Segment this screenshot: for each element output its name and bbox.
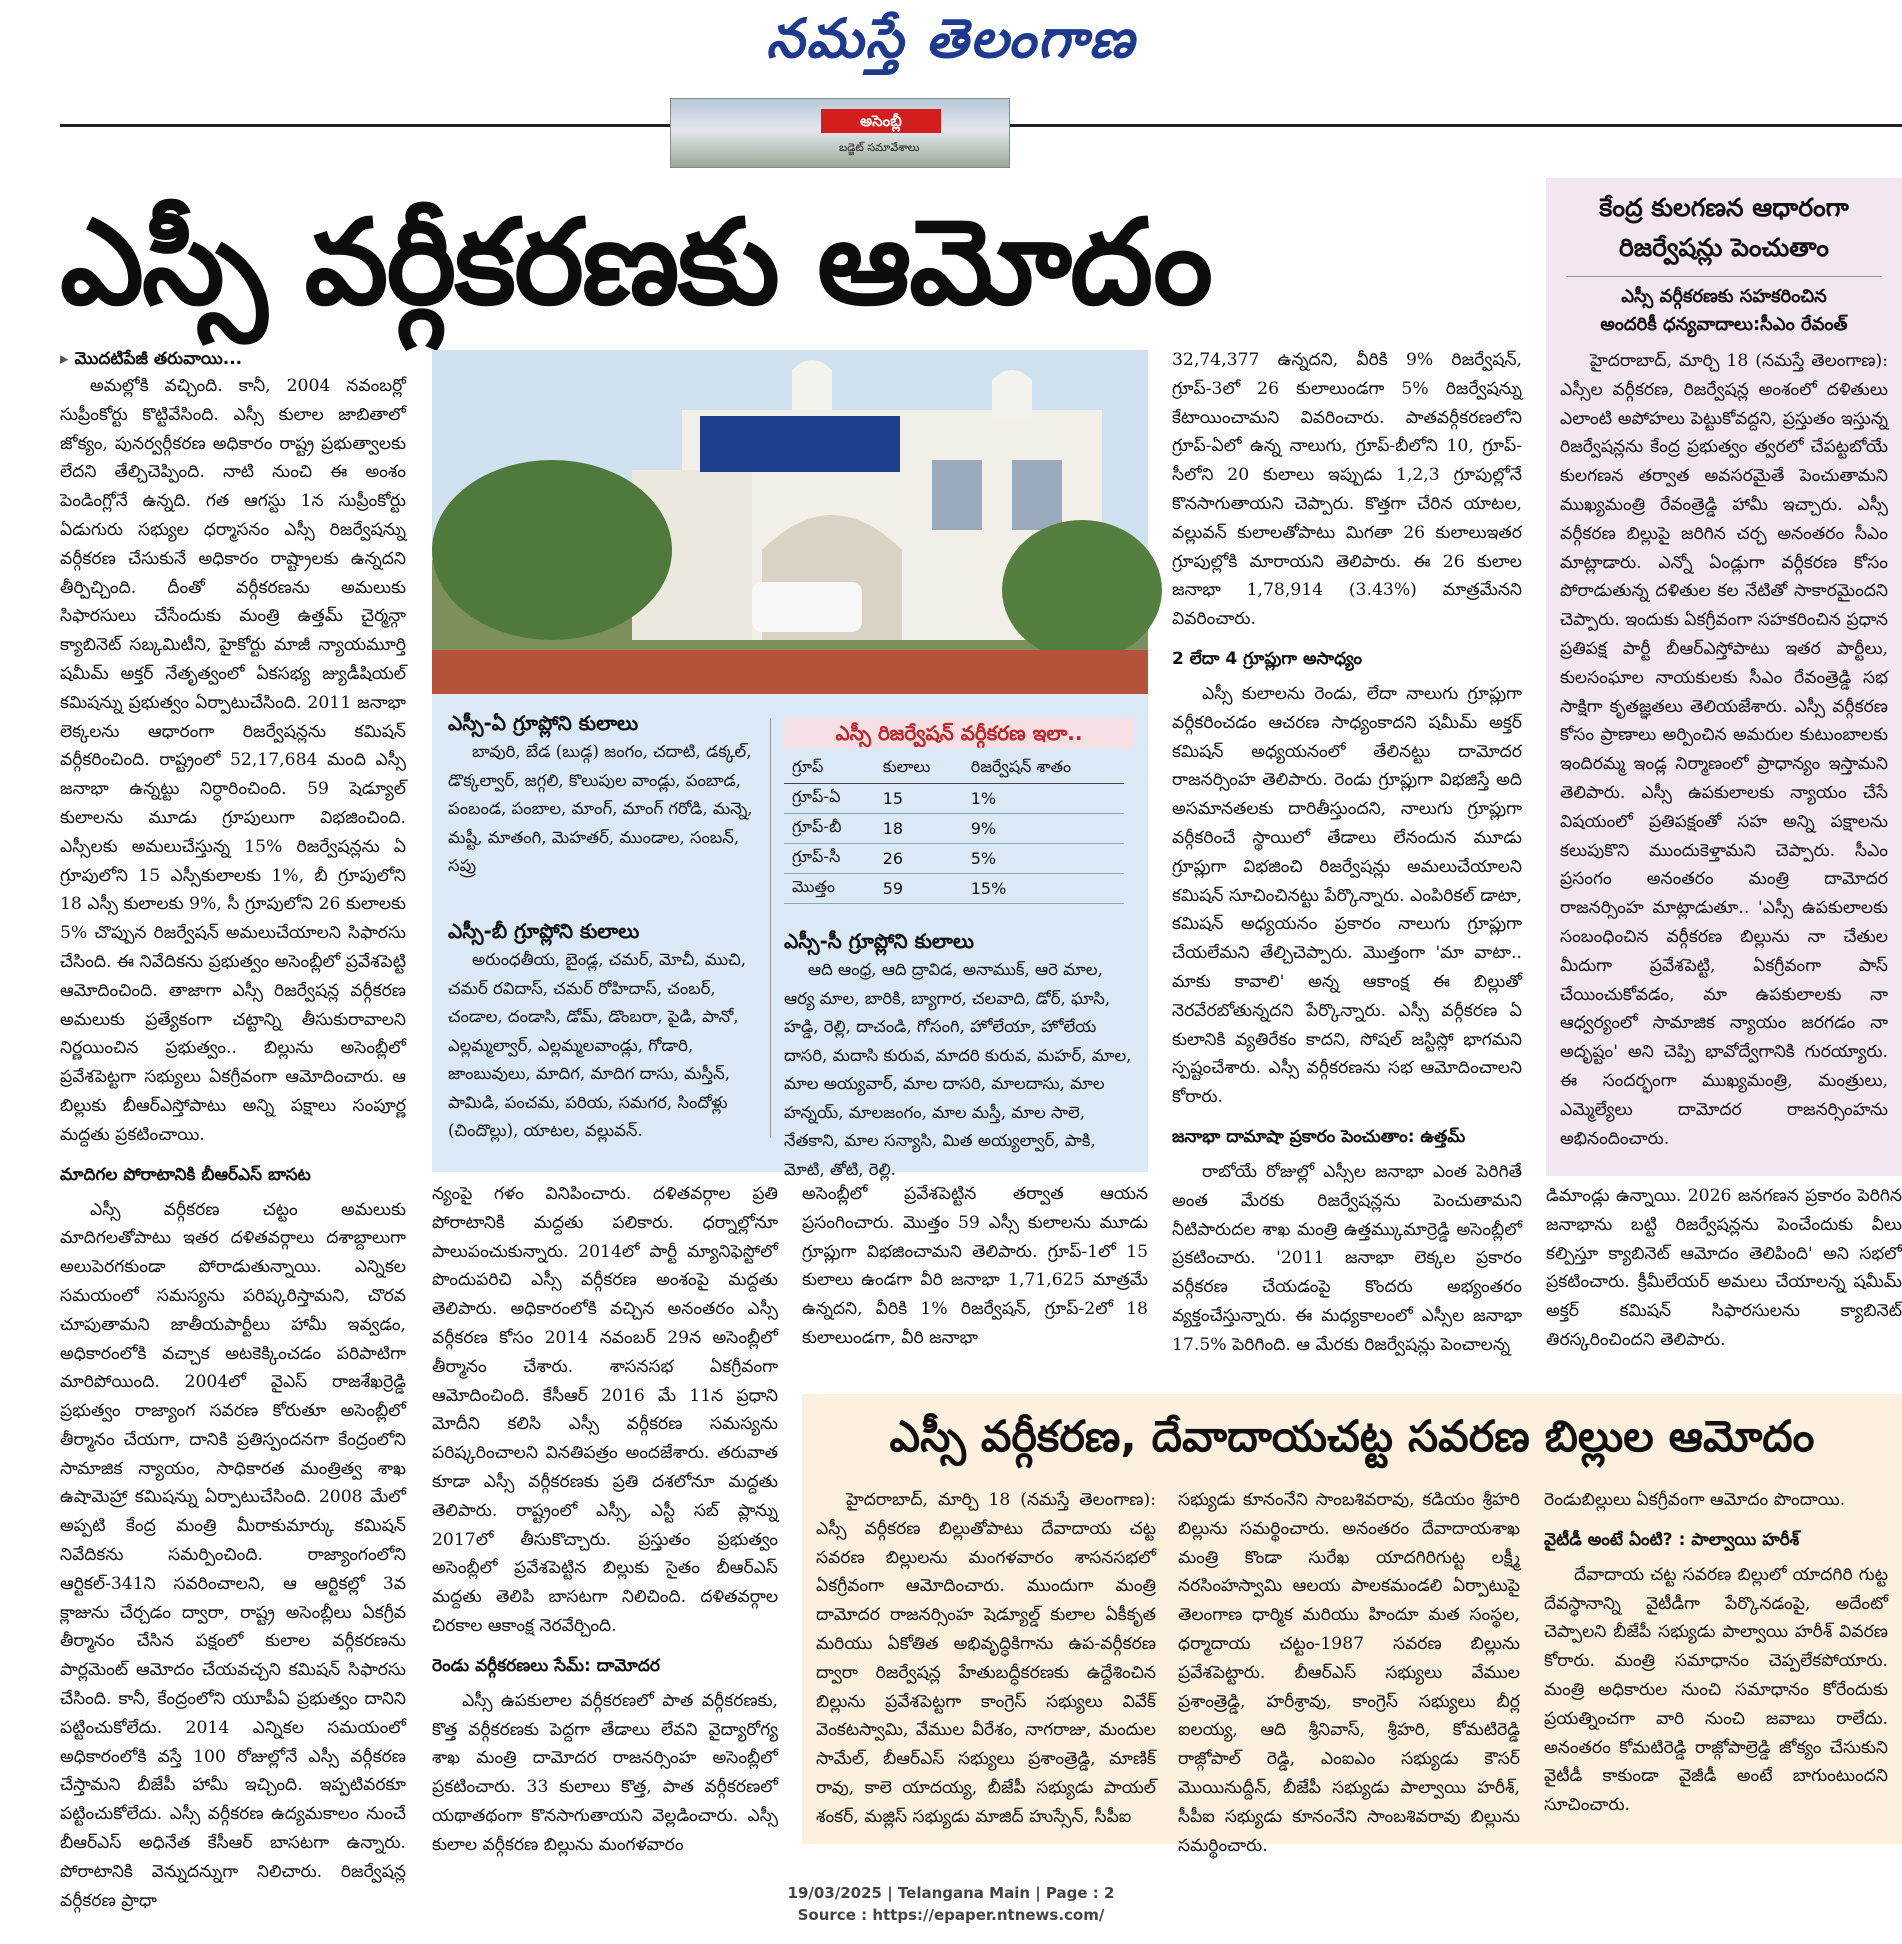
- table-cell: 59: [875, 874, 963, 904]
- group-a-block: [448, 708, 758, 881]
- table-header-cell: రిజర్వేషన్ శాతం: [963, 754, 1124, 784]
- table-cell: 9%: [963, 814, 1124, 844]
- bills-col3-subhead: వైటీడీ అంటే ఏంటి? : పాల్వాయి హరీశ్: [1544, 1529, 1800, 1550]
- row2-column-3: [1172, 1180, 1522, 1386]
- row2-column-1: [432, 1180, 778, 1855]
- table-cell: 15: [875, 784, 963, 814]
- footer-source: Source : https://epaper.ntnews.com/: [797, 1906, 1105, 1924]
- group-a-title: ఎస్సీ-ఏ గ్రూప్లోని కులాలు: [448, 711, 639, 735]
- reservation-table-block: [784, 718, 1134, 904]
- group-b-block: [448, 916, 768, 1146]
- group-b-castes: అరుంధతీయ, బైండ్ల, చమర్, మోచీ, ముచి, చమర్ రవిదాస్, చమర్ రోహిదాస్, చంబర్, చండాల, దండాసి, డోమ్, డొంబరా, పైడి, పానో, ఎల్లమ్మల్వార్, ఎల్లమ్మలవాండ్లు, గోడారి, జాంబువులు, మాదిగ, మాదిగ దాసు, మస్తీన్, పామిడి, పంచమ, పరియ, సమగర, సిందోళ్లు (చిందొల్లు), యాటల, వల్లువన్.: [448, 950, 746, 1140]
- table-cell: గ్రూప్-ఏ: [784, 784, 875, 814]
- kicker-text: మొదటిపేజీ తరువాయి...: [74, 349, 243, 369]
- row2-col2-body: అసెంబ్లీలో ప్రవేశపెట్టిన తర్వాత ఆయన ప్రసంగించారు. మొత్తం 59 ఎస్సీ కులాలను మూడు గ్రూప్లుగా విభజించామని తెలిపారు. గ్రూప్-1లో 15 కులాలు ఉండగా వీరి జనాభా 1,71,625 మాత్రమే ఉన్నదని, వీరికి 1% రిజర్వేషన్, గ్రూప్-2లో 18 కులాలుండగా, వీరి జనాభా: [802, 1184, 1148, 1348]
- thumbnail-caption: బడ్జెట్ సమావేశాలు: [839, 141, 920, 154]
- mid-body: 32,74,377 ఉన్నదని, వీరికి 9% రిజర్వేషన్, గ్రూప్-3లో 26 కులాలుండగా 5% రిజర్వేషన్ను కేటాయించామని వివరించారు. పాతవర్గీకరణలోని గ్రూప్-ఏలో ఉన్న నాలుగు, గ్రూప్-బీలోని 10, గ్రూప్-సీలోని 20 కులాలు ఇప్పుడు 1,2,3 గ్రూపుల్లోనే కొనసాగుతాయని చెప్పారు. కొత్తగా చేరిన యాటల, వల్లువన్ కులాలతోపాటు మిగతా 26 కులాలుఇతర గ్రూపుల్లోకి మారాయని తెలిపారు. ఈ 26 కులాల జనాభా 1,78,914 (3.43%) మాత్రమేనని వివరించారు.: [1172, 350, 1522, 630]
- arrow-icon: ▸: [60, 349, 75, 369]
- left-column: [60, 346, 406, 1911]
- caste-groups-infobox: [432, 694, 1148, 1179]
- mid-column: [1172, 346, 1522, 1355]
- left-subhead: మాదిగల పోరాటానికి బీఆర్ఎస్ బాసట: [60, 1164, 311, 1185]
- mid-body-2: ఎస్సీ కులాలను రెండు, లేదా నాలుగు గ్రూప్లుగా వర్గీకరించడం ఆచరణ సాధ్యంకాదని షమీమ్ అక్తర్ కమిషన్ అధ్యయనంలో తేలినట్టు దామోదర రాజనర్సింహ తెలిపారు. రెండు గ్రూప్లుగా విభజిస్తే అది అసమానతలకు దారితీస్తుందని, నాలుగు గ్రూప్లుగా వర్గీకరించే స్థాయిలో తేడాలు లేనందున మూడు గ్రూప్లుగా విభజించి రిజర్వేషన్లు అమలుచేయాలని కమిషన్ సూచించినట్టు పేర్కొన్నారు. ఎంపిరికల్ డాటా, కమిషన్ అధ్యయనం ప్రకారం నాలుగు గ్రూప్లుగా చేయలేమని తేల్చిచెప్పారు. మొత్తంగా 'మా వాటా.. మాకు కావాలి' అన్న ఆకాంక్ష ఈ బిల్లుతో నెరవేరబోతున్నదని పేర్కొన్నారు. ఎస్సీ వర్గీకరణ ఏ కులానికి వ్యతిరేకం కాదని, సోషల్ జస్టిస్లో భాగమని స్పష్టంచేశారు. ఎస్సీ వర్గీకరణను సభ ఆమోదించాలని కోరారు.: [1172, 683, 1522, 1108]
- table-cell: 18: [875, 814, 963, 844]
- table-cell: గ్రూప్-సీ: [784, 844, 875, 874]
- table-cell: 5%: [963, 844, 1124, 874]
- masthead-title: నమస్తే తెలంగాణ: [766, 6, 1136, 70]
- group-c-castes: ఆది ఆంధ్ర, ఆది ద్రావిడ, అనాముక్, ఆరె మాల, ఆర్య మాల, బారికి, బ్యాగార, చలవాది, డోర్, ఘాసి, హడ్డి, రెల్లి, దాచండి, గోసంగి, హోలేయా, హోలేయ దాసరి, మదాసి కురువ, మాదరి కురువ, మహర్, మాల, మాల అయ్యవార్, మాల దాసరి, మాలదాసు, మాల హన్నయ్, మాలజంగం, మాల మస్తీ, మాల సాలె, నేతకాని, మాల సన్యాసి, మిత అయ్యల్వార్, పాకి, మోటి, తోటి, రెల్లి.: [784, 960, 1132, 1179]
- sidebar-head-2: రిజర్వేషన్లు పెంచుతాం: [1619, 233, 1829, 262]
- row2-column-2: [802, 1180, 1148, 1386]
- footer-date-page: 19/03/2025 | Telangana Main | Page : 2: [787, 1884, 1115, 1902]
- bills-story-title: ఎస్సీ వర్గీకరణ, దేవాదాయచట్ట సవరణ బిల్లుల ఆమోదం: [889, 1412, 1815, 1462]
- reservation-table: [784, 754, 1124, 904]
- bills-col3-intro: రెండుబిల్లులు ఏకగ్రీవంగా ఆమోదం పొందాయి.: [1544, 1490, 1846, 1510]
- reservation-table-title: ఎస్సీ రిజర్వేషన్ వర్గీకరణ ఇలా..: [784, 718, 1134, 748]
- row2-column-4: [1546, 1182, 1902, 1386]
- bills-approval-story: [802, 1394, 1902, 1856]
- bills-col-3: [1544, 1486, 1888, 1836]
- table-row: [784, 844, 1124, 874]
- assembly-thumbnail: [670, 98, 1010, 168]
- table-cell: 1%: [963, 784, 1124, 814]
- table-row: [784, 784, 1124, 814]
- table-row: [784, 814, 1124, 844]
- page-footer: [0, 1882, 1902, 1926]
- sidebar-sub-2: అందరికీ ధన్యవాదాలు:సీఎం రేవంత్: [1600, 314, 1848, 335]
- group-a-castes: బావురి, బేడ (బుడ్గ) జంగం, చదాటి, డక్కల్, డొక్కల్వార్, జగ్గలి, కొలుపుల వాండ్లు, పంబాడ, పంబండ, పంబాల, మాంగ్, మాంగ్ గరోడి, మన్నె, మష్టీ, మాతంగి, మెహతర్, ముండాల, సంబన్, సప్రు: [448, 742, 753, 875]
- mid-body-3: రాబోయే రోజుల్లో ఎస్సీల జనాభా ఎంత పెరిగితే అంత మేరకు రిజర్వేషన్లను పెంచుతామని నీటిపారుదల శాఖ మంత్రి ఉత్తమ్కుమార్రెడ్డి అసెంబ్లీలో ప్రకటించారు. '2011 జనాభా లెక్కల ప్రకారం వర్గీకరణ చేయడంపై కొందరు అభ్యంతరం వ్యక్తంచేస్తున్నారు. ఈ మధ్యకాలంలో ఎస్సీల జనాభా 17.5% పెరిగింది. ఆ మేరకు రిజర్వేషన్లు పెంచాలన్న: [1172, 1161, 1522, 1355]
- row2-col1-subhead: రెండు వర్గీకరణలు సేమ్: దామోదర: [432, 1655, 660, 1676]
- infobox-divider: [770, 718, 771, 1138]
- bills-col1-body: హైదరాబాద్, మార్చి 18 (నమస్తే తెలంగాణ): ఎస్సీ వర్గీకరణ బిల్లుతోపాటు దేవాదాయ చట్ట సవరణ బిల్లులను మంగళవారం శాసనసభలో ఏకగ్రీవంగా ఆమోదించారు. ముందుగా మంత్రి దామోదర రాజనర్సింహ షెడ్యూల్డ్ కులాల ఏకీకృత మరియు ఏకోతిత అభివృద్ధికిగాను ఉప-వర్గీకరణ ద్వారా రిజర్వేషన్ల హేతుబద్ధీకరణకు ఉద్దేశించిన బిల్లును ప్రవేశపెట్టగా కాంగ్రెస్ సభ్యులు వివేక్ వెంకటస్వామి, వేముల వీరేశం, నాగరాజు, మందుల సామేల్, బీఆర్ఎస్ సభ్యులు ప్రశాంత్రెడ్డి, మాణిక్ రావు, కాలె యాదయ్య, బీజేపీ సభ్యుడు పాయల్ శంకర్, మజ్లిస్ సభ్యుడు మాజిద్ హుస్సేన్, సీపీఐ: [816, 1490, 1156, 1827]
- bills-col2-body: సభ్యుడు కూనంనేని సాంబశివరావు, కడియం శ్రీహరి బిల్లును సమర్థించారు. అనంతరం దేవాదాయశాఖ మంత్రి కొండా సురేఖ యాదగిరిగుట్ట లక్ష్మీ నరసింహస్వామి ఆలయ పాలకమండలి ఏర్పాటుపై తెలంగాణ ధార్మిక మరియు హిందూ మత సంస్థల, ధర్మాదాయ చట్టం-1987 సవరణ బిల్లును ప్రవేశపెట్టారు. బీఆర్ఎస్ సభ్యులు వేముల ప్రశాంత్రెడ్డి, హరీశ్రావు, కాంగ్రెస్ సభ్యులు బీర్ల ఐలయ్య, ఆది శ్రీనివాస్, శ్రీహరి, కోమటిరెడ్డి రాజ్గోపాల్ రెడ్డి, ఎంఐఎం సభ్యుడు కౌసర్ మొయినుద్దీన్, బీజేపీ సభ్యుడు పాల్వాయి హరీశ్, సీపీఐ సభ్యుడు కూనంనేని సాంబశివరావు బిల్లును సమర్థించారు.: [1178, 1490, 1520, 1856]
- bills-col-2: [1178, 1486, 1520, 1856]
- table-cell: 15%: [963, 874, 1124, 904]
- left-body: అమల్లోకి వచ్చింది. కానీ, 2004 నవంబర్లో సుప్రీంకోర్టు కొట్టివేసింది. ఎస్సీ కులాల జాబితాలో జోక్యం, పునర్వర్గీకరణ అధికారం రాష్ట్ర ప్రభుత్వాలకు లేదని తేల్చిచెప్పింది. నాటి నుంచి ఈ అంశం పెండింగ్లోనే ఉన్నది. గత ఆగస్టు 1న సుప్రీంకోర్టు ఏడుగురు సభ్యుల ధర్మాసనం ఎస్సీ రిజర్వేషన్ను వర్గీకరణ చేసుకునే అధికారం రాష్ట్రాలకు ఉన్నదని తీర్పిచ్చింది. దీంతో వర్గీకరణను అమలుకు సిఫారసులు చేసేందుకు మంత్రి ఉత్తమ్ చైర్మన్గా క్యాబినెట్ సబ్కమిటీని, హైకోర్టు మాజీ న్యాయమూర్తి షమీమ్ అక్తర్ నేతృత్వంలో ఏకసభ్య జ్యుడీషియల్ కమిషన్ను ప్రభుత్వం ఏర్పాటుచేసింది. 2011 జనాభా లెక్కలను ఆధారంగా రిజర్వేషన్లను కమిషన్ వర్గీకరించింది. రాష్ట్రంలో 52,17,684 మంది ఎస్సీ జనాభా ఉన్నట్టు నిర్ధారించింది. 59 షెడ్యూల్ కులాలను మూడు గ్రూపులుగా విభజించింది. ఎస్సీలకు అమలుచేస్తున్న 15% రిజర్వేషన్లను ఏ గ్రూపులోని 15 ఎస్సీకులాలకు 1%, బీ గ్రూపులోని 18 ఎస్సీ కులాలకు 9%, సీ గ్రూపులోని 26 కులాలకు 5% చొప్పున రిజర్వేషన్ అమలుచేయాలని సిఫారసు చేసింది. ఈ నివేదికను ప్రభుత్వం అసెంబ్లీలో ప్రవేశపెట్టి ఆమోదించింది. తాజాగా ఎస్సీ రిజర్వేషన్ల వర్గీకరణ అమలుకు ప్రత్యేకంగా చట్టాన్ని తీసుకురావాలని నిర్ణయించిన ప్రభుత్వం.. బిల్లును అసెంబ్లీలో ప్రవేశపెట్టగా సభ్యులు ఏకగ్రీవంగా ఆమోదించారు. ఆ బిల్లుకు బీఆర్ఎస్తోపాటు అన్ని పక్షాలు సంపూర్ణ మద్దతు ప్రకటించాయి.: [60, 376, 406, 1145]
- table-row: [784, 874, 1124, 904]
- table-header-cell: గ్రూప్: [784, 754, 875, 784]
- table-header-cell: కులాలు: [875, 754, 963, 784]
- row2-col1-body-2: ఎస్సీ ఉపకులాల వర్గీకరణలో పాత వర్గీకరణకు, కొత్త వర్గీకరణకు పెద్దగా తేడాలు లేవని వైద్యారోగ్య శాఖ మంత్రి దామోదర రాజనర్సింహ అసెంబ్లీలో ప్రకటించారు. 33 కులాలు కొత్త, పాత వర్గీకరణలో యథాతథంగా కొనసాగుతాయని వెల్లడించారు. ఎస్సీ కులాల వర్గీకరణ బిల్లును మంగళవారం: [432, 1690, 778, 1855]
- mid-subhead: 2 లేదా 4 గ్రూప్లుగా అసాధ్యం: [1172, 648, 1362, 669]
- table-cell: గ్రూప్-బీ: [784, 814, 875, 844]
- table-cell: మొత్తం: [784, 874, 875, 904]
- group-c-block: [784, 926, 1134, 1184]
- table-cell: 26: [875, 844, 963, 874]
- continued-kicker: [60, 346, 406, 372]
- thumbnail-badge: అసెంబ్లీ: [821, 109, 941, 133]
- sidebar-sub-1: ఎస్సీ వర్గీకరణకు సహకరించిన: [1621, 286, 1827, 307]
- assembly-building-illustration: [432, 350, 1148, 694]
- row2-col1-body: న్యంపై గళం వినిపించారు. దళితవర్గాల ప్రతి పోరాటానికి మద్దతు పలికారు. ధర్నాల్లోనూ పాలుపంచుకున్నారు. 2014లో పార్టీ మ్యానిఫెస్టోలో పొందుపరిచి ఎస్సీ వర్గీకరణ అంశంపై మద్దతు తెలిపారు. అధికారంలోకి వచ్చిన అనంతరం ఎస్సీ వర్గీకరణ కోసం 2014 నవంబర్ 29న అసెంబ్లీలో తీర్మానం చేశారు. శాసనసభ ఏకగ్రీవంగా ఆమోదించింది. కేసీఆర్ 2016 మే 11న ప్రధాని మోదీని కలిసి ఎస్సీ వర్గీకరణ సమస్యను పరిష్కరించాలని వినతిపత్రం అందజేశారు. తరువాత కూడా ఎస్సీ వర్గీకరణకు ప్రతి దశలోనూ మద్దతు తెలిపారు. రాష్ట్రంలో ఎస్సీ, ఎస్టీ సబ్ ప్లాన్ను 2017లో తీసుకొచ్చారు. ప్రస్తుతం ప్రభుత్వం అసెంబ్లీలో ప్రవేశపెట్టిన బిల్లుకు సైతం బీఆర్ఎస్ మద్దతు తెలిపి బాసటగా నిలిచింది. దళితవర్గాల చిరకాల ఆకాంక్ష నెరవేర్చింది.: [432, 1184, 778, 1636]
- row2-col4-body: డిమాండ్లు ఉన్నాయి. 2026 జనగణన ప్రకారం పెరిగిన జనాభాను బట్టి రిజర్వేషన్లను పెంచేందుకు వీలు కల్పిస్తూ క్యాబినెట్ ఆమోదం తెలిపింది' అని సభలో ప్రకటించారు. క్రీమీలేయర్ అమలు చేయాలన్న షమీమ్ అక్తర్ కమిషన్ సిఫారసులను క్యాబినెట్ తిరస్కరించిందని తెలిపారు.: [1546, 1186, 1902, 1350]
- assembly-building-photo: [432, 350, 1148, 694]
- sidebar-body: హైదరాబాద్, మార్చి 18 (నమస్తే తెలంగాణ): ఎస్సీల వర్గీకరణ, రిజర్వేషన్ల అంశంలో దళితులు ఎలాంటి అపోహలు పెట్టుకోవద్దని, ప్రస్తుతం ఇస్తున్న రిజర్వేషన్లను కేంద్ర ప్రభుత్వం త్వరలో చేపట్టబోయే కులగణన తర్వాత అవసరమైతే పెంచుతామని ముఖ్యమంత్రి రేవంత్రెడ్డి హామీ ఇచ్చారు. ఎస్సీ వర్గీకరణ బిల్లుపై జరిగిన చర్చ అనంతరం సీఎం మాట్లాడారు. ఎన్నో ఏండ్లుగా వర్గీకరణ కోసం పోరాడుతున్న దళితుల కల నేటితో సాకారమైందని చెప్పారు. ఇందుకు ఏకగ్రీవంగా సహకరించిన ప్రధాన ప్రతిపక్ష పార్టీ బీఆర్ఎస్తోపాటు ఇతర పార్టీలు, కులసంఘాల నాయకులకు సీఎం రేవంత్రెడ్డి సభ సాక్షిగా కృతజ్ఞతలు తెలియజేశారు. ఎస్సీ వర్గీకరణ కోసం ప్రాణాలు అర్పించిన అమరుల కుటుంబాలకు ఇందిరమ్మ ఇండ్ల నిర్మాణంలో ప్రాధాన్యం ఇస్తామని తెలిపారు. ఎస్సీ ఉపకులాలకు న్యాయం చేసే విషయంలో ప్రతిపక్షంతో సహ అన్ని పక్షాలను కలుపుకొని ముందుకెళ్తామని చెప్పారు. సీఎం ప్రసంగం అనంతరం మంత్రి దామోదర రాజనర్సింహ మాట్లాడుతూ.. 'ఎస్సీ ఉపకులాలకు సంబంధించిన వర్గీకరణ బిల్లును నా చేతుల మీదుగా ప్రవేశపెట్టి, ఏకగ్రీవంగా పాస్ చేయించుకోవడం, మా ఉపకులాలకు నా ఆధ్వర్యంలో సామాజిక న్యాయం జరగడం నా అదృష్టం' అని చెప్పి భావోద్వేగానికి గురయ్యారు. ఈ సందర్భంగా ముఖ్యమంత్రి, మంత్రులు, ఎమ్మెల్యేలు దామోదర రాజనర్సింహను అభినందించారు.: [1560, 351, 1888, 1149]
- left-body-2: ఎస్సీ వర్గీకరణ చట్టం అమలుకు మాదిగలతోపాటు ఇతర దళితవర్గాలు దశాబ్దాలుగా అలుపెరగకుండా పోరాడుతున్నాయి. ఎన్నికల సమయంలో సమస్యను పరిష్కరిస్తామని, చొరవ చూపుతామని జాతీయపార్టీలు హామీ ఇవ్వడం, అధికారంలోకి వచ్చాక అటకెక్కించడం పరిపాటిగా మారిపోయింది. 2004లో వైఎస్ రాజశేఖర్రెడ్డి ప్రభుత్వం రాజ్యాంగ సవరణ కోరుతూ అసెంబ్లీలో తీర్మానం చేయగా, దానికి ప్రతిస్పందనగా కేంద్రంలోని సామాజిక న్యాయం, సాధికారత మంత్రిత్వ శాఖ ఉషామెహ్రా కమిషన్ను ఏర్పాటుచేసింది. 2008 మేలో అప్పటి కేంద్ర మంత్రి మీరాకుమార్కు కమిషన్ నివేదికను సమర్పించింది. రాజ్యాంగంలోని ఆర్టికల్-341ని సవరించాలని, ఆ ఆర్టికల్లో 3వ క్లాజును చేర్చడం ద్వారా, రాష్ట్ర అసెంబ్లీలు ఏకగ్రీవ తీర్మానం చేసిన పక్షంలో కులాల వర్గీకరణను పార్లమెంట్ ఆమోదం చేయవచ్చని కమిషన్ సిఫారసు చేసింది. కానీ, కేంద్రంలోని యూపీఏ ప్రభుత్వం దానిని పట్టించుకోలేదు. 2014 ఎన్నికల సమయంలో అధికారంలోకి వస్తే 100 రోజుల్లోనే ఎస్సీ వర్గీకరణ చేస్తామని బీజేపీ హామీ ఇచ్చింది. ఇప్పటివరకూ పట్టించుకోలేదు. ఎస్సీ వర్గీకరణ ఉద్యమకాలం నుంచే బీఆర్ఎస్ అధినేత కేసీఆర్ బాసటగా ఉన్నారు. పోరాటానికి వెన్నుదన్నుగా నిలిచారు. రిజర్వేషన్ల వర్గీకరణ ప్రాధా: [60, 1199, 406, 1911]
- sidebar-head-1: కేంద్ర కులగణన ఆధారంగా: [1599, 193, 1849, 222]
- main-headline: ఎస్సీ వర్గీకరణకు ఆమోదం: [60, 193, 1211, 331]
- group-b-title: ఎస్సీ-బీ గ్రూప్లోని కులాలు: [448, 919, 640, 943]
- bills-col-1: [816, 1486, 1156, 1836]
- sidebar-rule: [1566, 276, 1882, 277]
- cm-revanth-sidebar: [1546, 178, 1902, 1176]
- bills-col3-body: దేవాదాయ చట్ట సవరణ బిల్లులో యాదగిరి గుట్ట దేవస్థానాన్ని వైటీడీగా పేర్కొనడంపై, అదేంటో చెప్పాలని బీజేపీ సభ్యుడు పాల్వాయి హరీశ్ వివరణ కోరారు. మంత్రి సమాధానం చెప్పలేకపోయారు. మంత్రి అధికారుల నుంచి సమాధానం కోరేందుకు ప్రయత్నించగా వారి నుంచి జవాబు రాలేదు. అనంతరం కోమటిరెడ్డి రాజ్గోపాల్రెడ్డి జోక్యం చేసుకుని వైటీడీ కాకుండా వైజీడీ అంటే బాగుంటుందని సూచించారు.: [1544, 1564, 1888, 1816]
- group-c-title: ఎస్సీ-సీ గ్రూప్లోని కులాలు: [784, 929, 974, 953]
- mid-subhead-2: జనాభా దామాషా ప్రకారం పెంచుతాం: ఉత్తమ్: [1172, 1126, 1466, 1147]
